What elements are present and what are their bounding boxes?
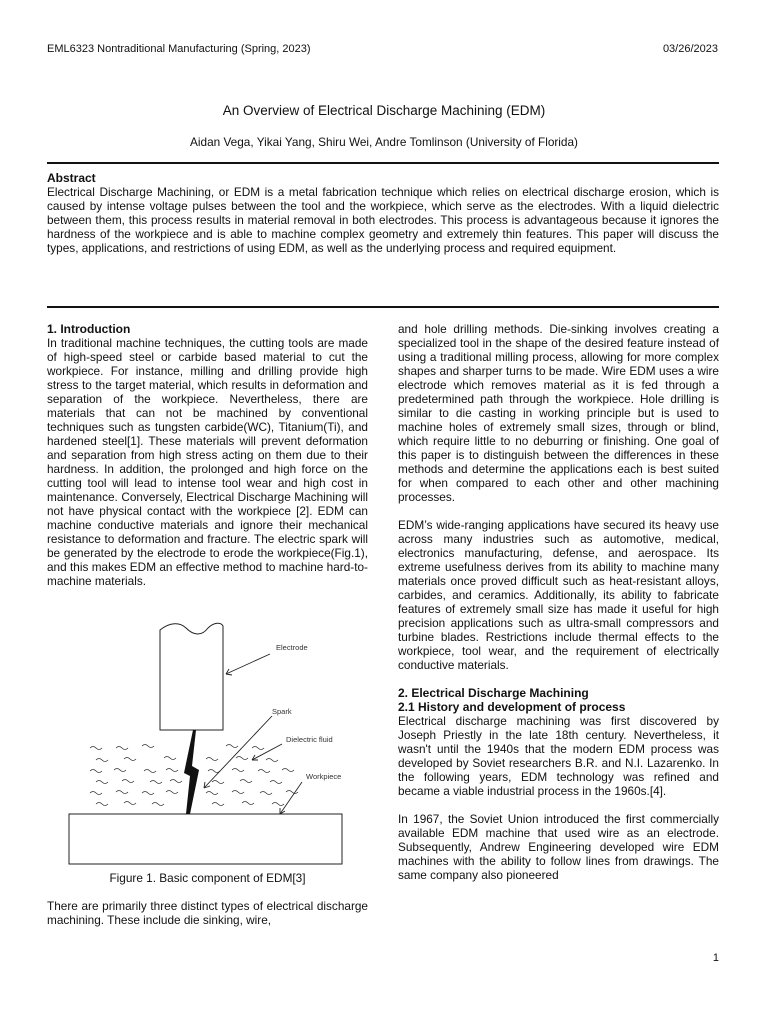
- top-rule: [47, 162, 719, 164]
- wire-edm-history-paragraph: In 1967, the Soviet Union introduced the first commercially available EDM machine that used wire as an electrode. Subsequently, Andrew Engineering developed wire EDM machines with the ability to follow lines from drawings. The same company also pioneered: [398, 812, 719, 882]
- abstract-heading: Abstract: [47, 171, 96, 185]
- label-dielectric-fluid: Dielectric fluid: [286, 735, 333, 744]
- figure-caption: Figure 1. Basic component of EDM[3]: [109, 871, 306, 885]
- introduction-paragraph: In traditional machine techniques, the cutting tools are made of high-speed steel or carbide based material to cut the workpiece. For instance, milling and drilling provide high stress to the target material, which results in deformation and separation of the workpiece. Nevertheless, there are materials that can not be machined by conventional techniques such as tungsten carbide(WC), Titanium(Ti), and hardened steel[1]. These materials will prevent deformation and separation from high stress acting on them due to their hardness. In addition, the prolonged and high force on the cutting tool will lead to intense tool wear and high cost in maintenance. Conversely, Electrical Discharge Machining will not have physical contact with the workpiece [2]. EDM can machine conductive materials and ignore their mechanical resistance to deformation and fracture. The electric spark will be generated by the electrode to erode the workpiece(Fig.1), and this makes EDM an effective method to machine hard-to-machine materials.: [47, 336, 368, 588]
- author-list: Aidan Vega, Yikai Yang, Shiru Wei, Andre Tomlinson (University of Florida): [190, 135, 578, 149]
- section-heading-edm: 2. Electrical Discharge Machining: [398, 686, 589, 700]
- left-column: [47, 322, 368, 588]
- label-workpiece: Workpiece: [306, 772, 342, 781]
- subsection-heading-history: 2.1 History and development of process: [398, 700, 626, 714]
- electrode-shape: [160, 623, 223, 730]
- running-header-date: 03/26/2023: [662, 43, 718, 55]
- page-number: 1: [712, 952, 719, 964]
- abstract-text: Electrical Discharge Machining, or EDM is a metal fabrication technique which relies on electrical discharge erosion, which is caused by intense voltage pulses between the tool and the workpiece, which serve as the electrodes. With a liquid dielectric between them, this process results in material removal in both electrodes. This process is advantageous because it ignores the hardness of the workpiece and is able to machine complex geometry and extremely thin features. This paper will discuss the types, applications, and restrictions of using EDM, as well as the underlying process and required equipment.: [47, 185, 719, 255]
- right-column: [398, 322, 719, 882]
- label-electrode: Electrode: [276, 643, 308, 652]
- label-spark: Spark: [272, 707, 292, 716]
- abstract-section: [47, 171, 719, 255]
- abstract-rule: [47, 306, 719, 308]
- running-header-course: EML6323 Nontraditional Manufacturing (Spring, 2023): [47, 43, 311, 55]
- methods-paragraph: and hole drilling methods. Die-sinking involves creating a specialized tool in the shape of the desired feature instead of using a traditional milling process, allowing for more complex shapes and sharper turns to be made. Wire EDM uses a wire electrode which removes material as it is fed through a predetermined path through the workpiece. Hole drilling is similar to die casting in working principle but is used to machine holes of extremely small sizes, through or blind, which require little to no deburring or finishing. One goal of this paper is to distinguish between the differences in these methods and determine the applications each is best suited for when compared to each other and other machining processes.: [398, 322, 719, 504]
- applications-paragraph: EDM’s wide-ranging applications have secured its heavy use across many industries such as automotive, medical, electronics manufacturing, defense, and aerospace. Its extreme usefulness derives from its ability to machine many materials once proved difficult such as heat-resistant alloys, carbides, and ceramics. Additionally, its ability to fabricate features of extremely small size has made it useful for high precision applications such as ultra-small compressors and turbine blades. Restrictions include thermal effects to the workpiece, tool wear, and the requirement of electrically conductive materials.: [398, 518, 719, 672]
- workpiece-block: [69, 814, 342, 864]
- section-heading-introduction: 1. Introduction: [47, 322, 131, 336]
- paper-title: An Overview of Electrical Discharge Machining (EDM): [222, 103, 546, 118]
- history-paragraph: Electrical discharge machining was first discovered by Joseph Priestly in the late 18th century. Nevertheless, it wasn't until the 1940s that the modern EDM process was developed by Soviet researchers B.R. and N.I. Lazarenko. In the following years, EDM technology was refined and became a viable industrial process in the 1960s.[4].: [398, 714, 719, 798]
- edm-figure: [66, 618, 348, 866]
- types-paragraph: There are primarily three distinct types of electrical discharge machining. These include die sinking, wire,: [47, 899, 368, 927]
- spark-bolt: [184, 730, 199, 814]
- left-column-bottom: [47, 899, 368, 927]
